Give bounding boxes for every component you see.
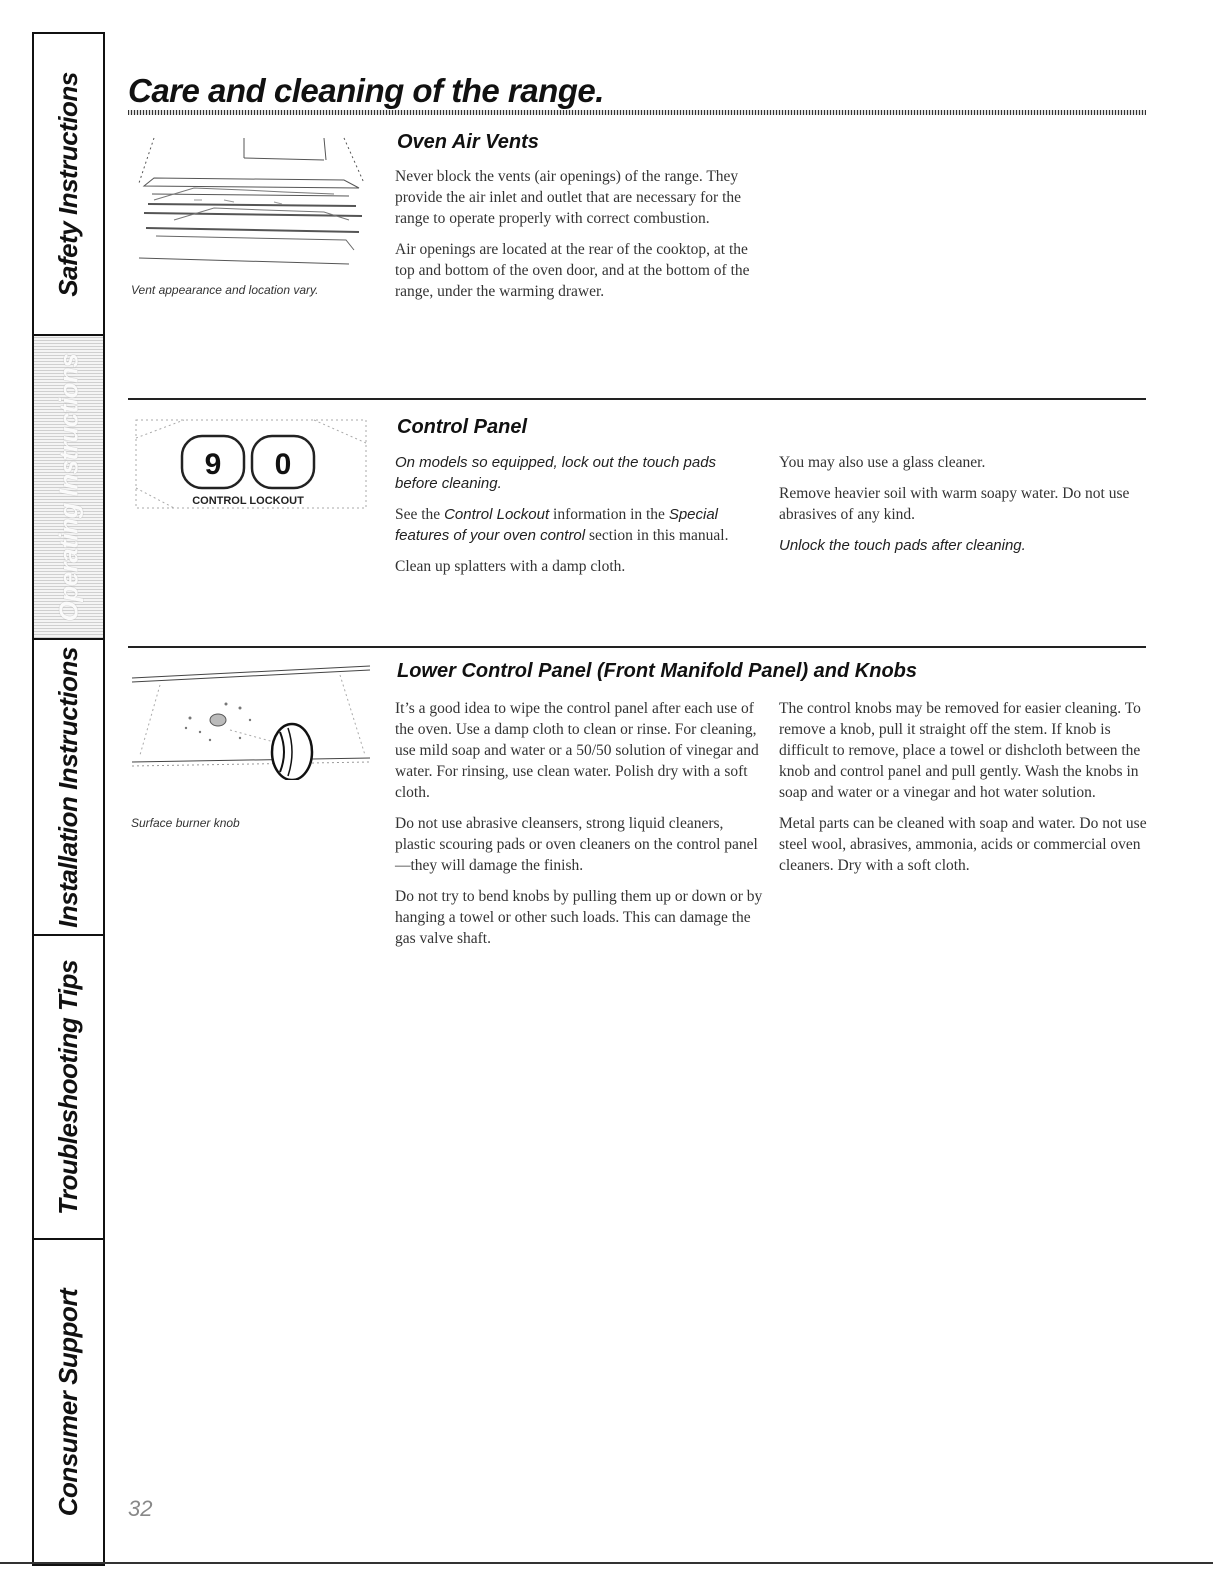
- vent-caption: Vent appearance and location vary.: [131, 283, 319, 297]
- key-0: 0: [274, 448, 292, 481]
- lockout-note: On models so equipped, lock out the touch pads before cleaning.: [395, 454, 717, 492]
- paragraph: Never block the vents (air openings) of the range. They provide the air inlet and outlet that are necessary for the range to operate properly with correct combustion.: [395, 168, 742, 227]
- keypad-label: CONTROL LOCKOUT: [192, 495, 304, 507]
- paragraph: Metal parts can be cleaned with soap and water. Do not use steel wool, abrasives, ammonia, acids or commercial oven cleaners. Dry with a soft cloth.: [779, 815, 1147, 874]
- lower-control-panel-heading: Lower Control Panel (Front Manifold Panel) and Knobs: [397, 660, 917, 682]
- title-divider: [128, 110, 1146, 115]
- lower-panel-left-text: [395, 698, 765, 959]
- clean-note: Clean up splatters with a damp cloth.: [395, 558, 626, 575]
- tab-installation-instructions[interactable]: [34, 640, 103, 936]
- tab-consumer-support[interactable]: [34, 1240, 103, 1564]
- tab-troubleshooting-tips[interactable]: [34, 936, 103, 1240]
- bottom-divider: [0, 1562, 1213, 1564]
- tab-label: Operating Instructions: [53, 353, 83, 621]
- page-title: Care and cleaning of the range.: [128, 72, 604, 109]
- tab-label: Troubleshooting Tips: [53, 959, 83, 1215]
- tab-safety-instructions[interactable]: [34, 34, 103, 336]
- surface-burner-knob-illustration: [130, 660, 374, 780]
- control-panel-left-text: [395, 452, 760, 587]
- tab-label: Safety Instructions: [53, 71, 83, 297]
- range-vent-illustration: [134, 128, 370, 273]
- control-panel-heading: Control Panel: [397, 416, 528, 438]
- paragraph: It’s a good idea to wipe the control panel after each use of the oven. Use a damp cloth to clean or rinse. For cleaning, use mild soap and water or a 50/50 solution of vinegar and water. For rinsing, use clean water. Polish dry with a soft cloth.: [395, 700, 759, 801]
- tab-operating-instructions[interactable]: [34, 336, 103, 640]
- unlock-note: Unlock the touch pads after cleaning.: [779, 537, 1026, 554]
- paragraph: Do not try to bend knobs by pulling them up or down or by hanging a towel or other such loads. This can damage the gas valve shaft.: [395, 888, 763, 947]
- page-number: 32: [128, 1496, 153, 1521]
- see-paragraph: See the Control Lockout information in the Special features of your oven control section in this manual.: [395, 506, 729, 544]
- oven-air-vents-text: [395, 166, 760, 312]
- paragraph: Air openings are located at the rear of the cooktop, at the top and bottom of the oven door, and at the bottom of the range, under the warming drawer.: [395, 241, 750, 300]
- section-divider: [128, 398, 1146, 400]
- tab-label: Consumer Support: [53, 1288, 84, 1516]
- tab-label: Installation Instructions: [53, 646, 83, 928]
- paragraph: The control knobs may be removed for easier cleaning. To remove a knob, pull it straight off the stem. If knob is difficult to remove, place a towel or dishcloth between the knob and control panel and pull gently. Wash the knobs in soap and water or a vinegar and hot water solution.: [779, 700, 1141, 801]
- section-divider: [128, 646, 1146, 648]
- soil-note: Remove heavier soil with warm soapy water. Do not use abrasives of any kind.: [779, 485, 1130, 523]
- oven-air-vents-heading: Oven Air Vents: [397, 131, 539, 153]
- sidebar-nav: [32, 32, 105, 1566]
- lower-panel-right-text: [779, 698, 1149, 886]
- glass-note: You may also use a glass cleaner.: [779, 454, 986, 471]
- control-lockout-keypad-illustration: [134, 418, 370, 514]
- paragraph: Do not use abrasive cleansers, strong liquid cleaners, plastic scouring pads or oven cleaners on the control panel—they will damage the finish.: [395, 815, 758, 874]
- control-panel-right-text: [779, 452, 1144, 566]
- key-9: 9: [204, 448, 222, 481]
- knob-caption: Surface burner knob: [131, 816, 240, 830]
